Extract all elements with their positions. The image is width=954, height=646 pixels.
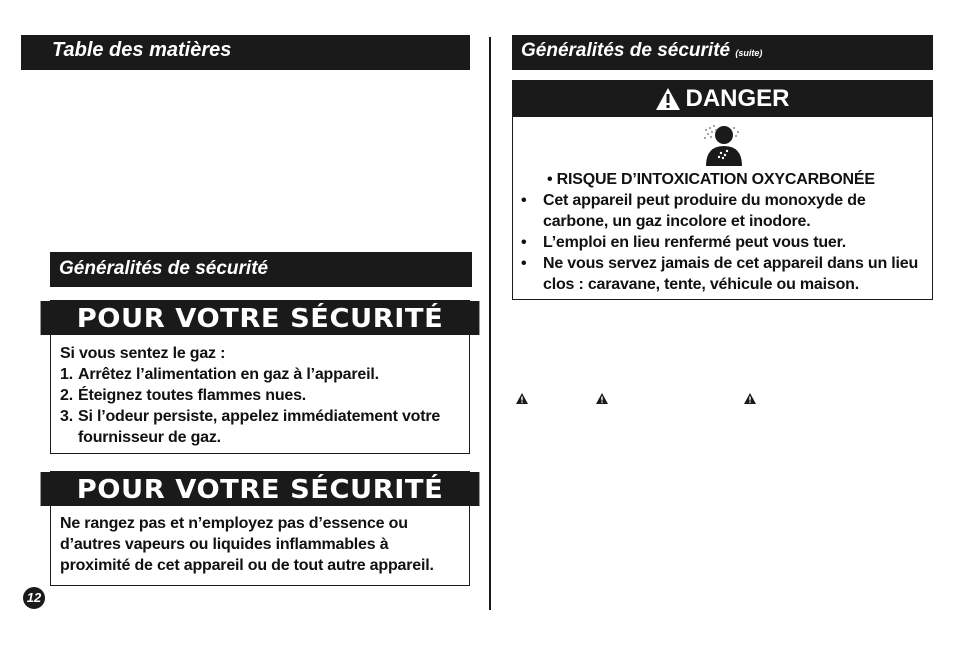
warning-triangle-icon xyxy=(516,393,528,404)
safety-box-body xyxy=(51,335,469,448)
safety-box-gas-smell xyxy=(50,300,470,454)
safety-header xyxy=(50,252,472,287)
flammables-warning-text: Ne rangez pas et n’employez pas d’essence ou d’autres vapeurs ou liquides inflammables à proximité de cet appareil ou de tout autre appareil. xyxy=(60,515,434,574)
safety-box-title-bar xyxy=(41,472,480,506)
toc-header-label: Table des matières xyxy=(52,39,232,61)
danger-bullets xyxy=(513,190,922,295)
hazard-pictogram-wrap xyxy=(513,117,932,168)
safety-box-flammables xyxy=(50,471,470,586)
list-item: 2. Éteignez toutes flammes nues. xyxy=(60,387,307,404)
page-number: 12 xyxy=(23,587,45,609)
danger-body xyxy=(513,168,932,295)
toc-header xyxy=(21,35,470,70)
warning-triangle-icon xyxy=(596,393,608,404)
warning-triangle-icon xyxy=(655,87,681,111)
safety-continued-header xyxy=(512,35,933,70)
danger-box xyxy=(512,80,933,300)
danger-title-bar xyxy=(513,81,932,117)
safety-header-label: Généralités de sécurité xyxy=(59,258,269,279)
danger-risk-title: • RISQUE D’INTOXICATION OXYCARBONÉE xyxy=(547,171,875,188)
list-item: • Cet appareil peut produire du monoxyde de carbone, un gaz incolore et inodore. xyxy=(513,190,922,232)
safety-box-title: POUR VOTRE SÉCURITÉ xyxy=(76,304,444,334)
warning-triangle-icon xyxy=(744,393,756,404)
gas-smell-intro: Si vous sentez le gaz : xyxy=(60,345,226,362)
list-item: 1. Arrêtez l’alimentation en gaz à l’appareil. xyxy=(60,366,379,383)
danger-title: DANGER xyxy=(685,85,790,112)
list-item: • Ne vous servez jamais de cet appareil dans un lieu clos : caravane, tente, véhicule ou maison. xyxy=(513,253,922,295)
continued-suffix: (suite) xyxy=(735,48,763,58)
safety-box-title: POUR VOTRE SÉCURITÉ xyxy=(76,475,444,505)
co-poisoning-person-icon xyxy=(700,122,746,166)
list-item: 3. Si l’odeur persiste, appelez immédiatement votre fournisseur de gaz. xyxy=(60,408,441,446)
column-divider xyxy=(489,37,491,610)
safety-box-title-bar xyxy=(41,301,480,335)
gas-steps-list xyxy=(60,364,459,448)
list-item: • L’emploi en lieu renfermé peut vous tuer. xyxy=(513,232,922,253)
safety-continued-label: Généralités de sécurité xyxy=(521,40,731,61)
